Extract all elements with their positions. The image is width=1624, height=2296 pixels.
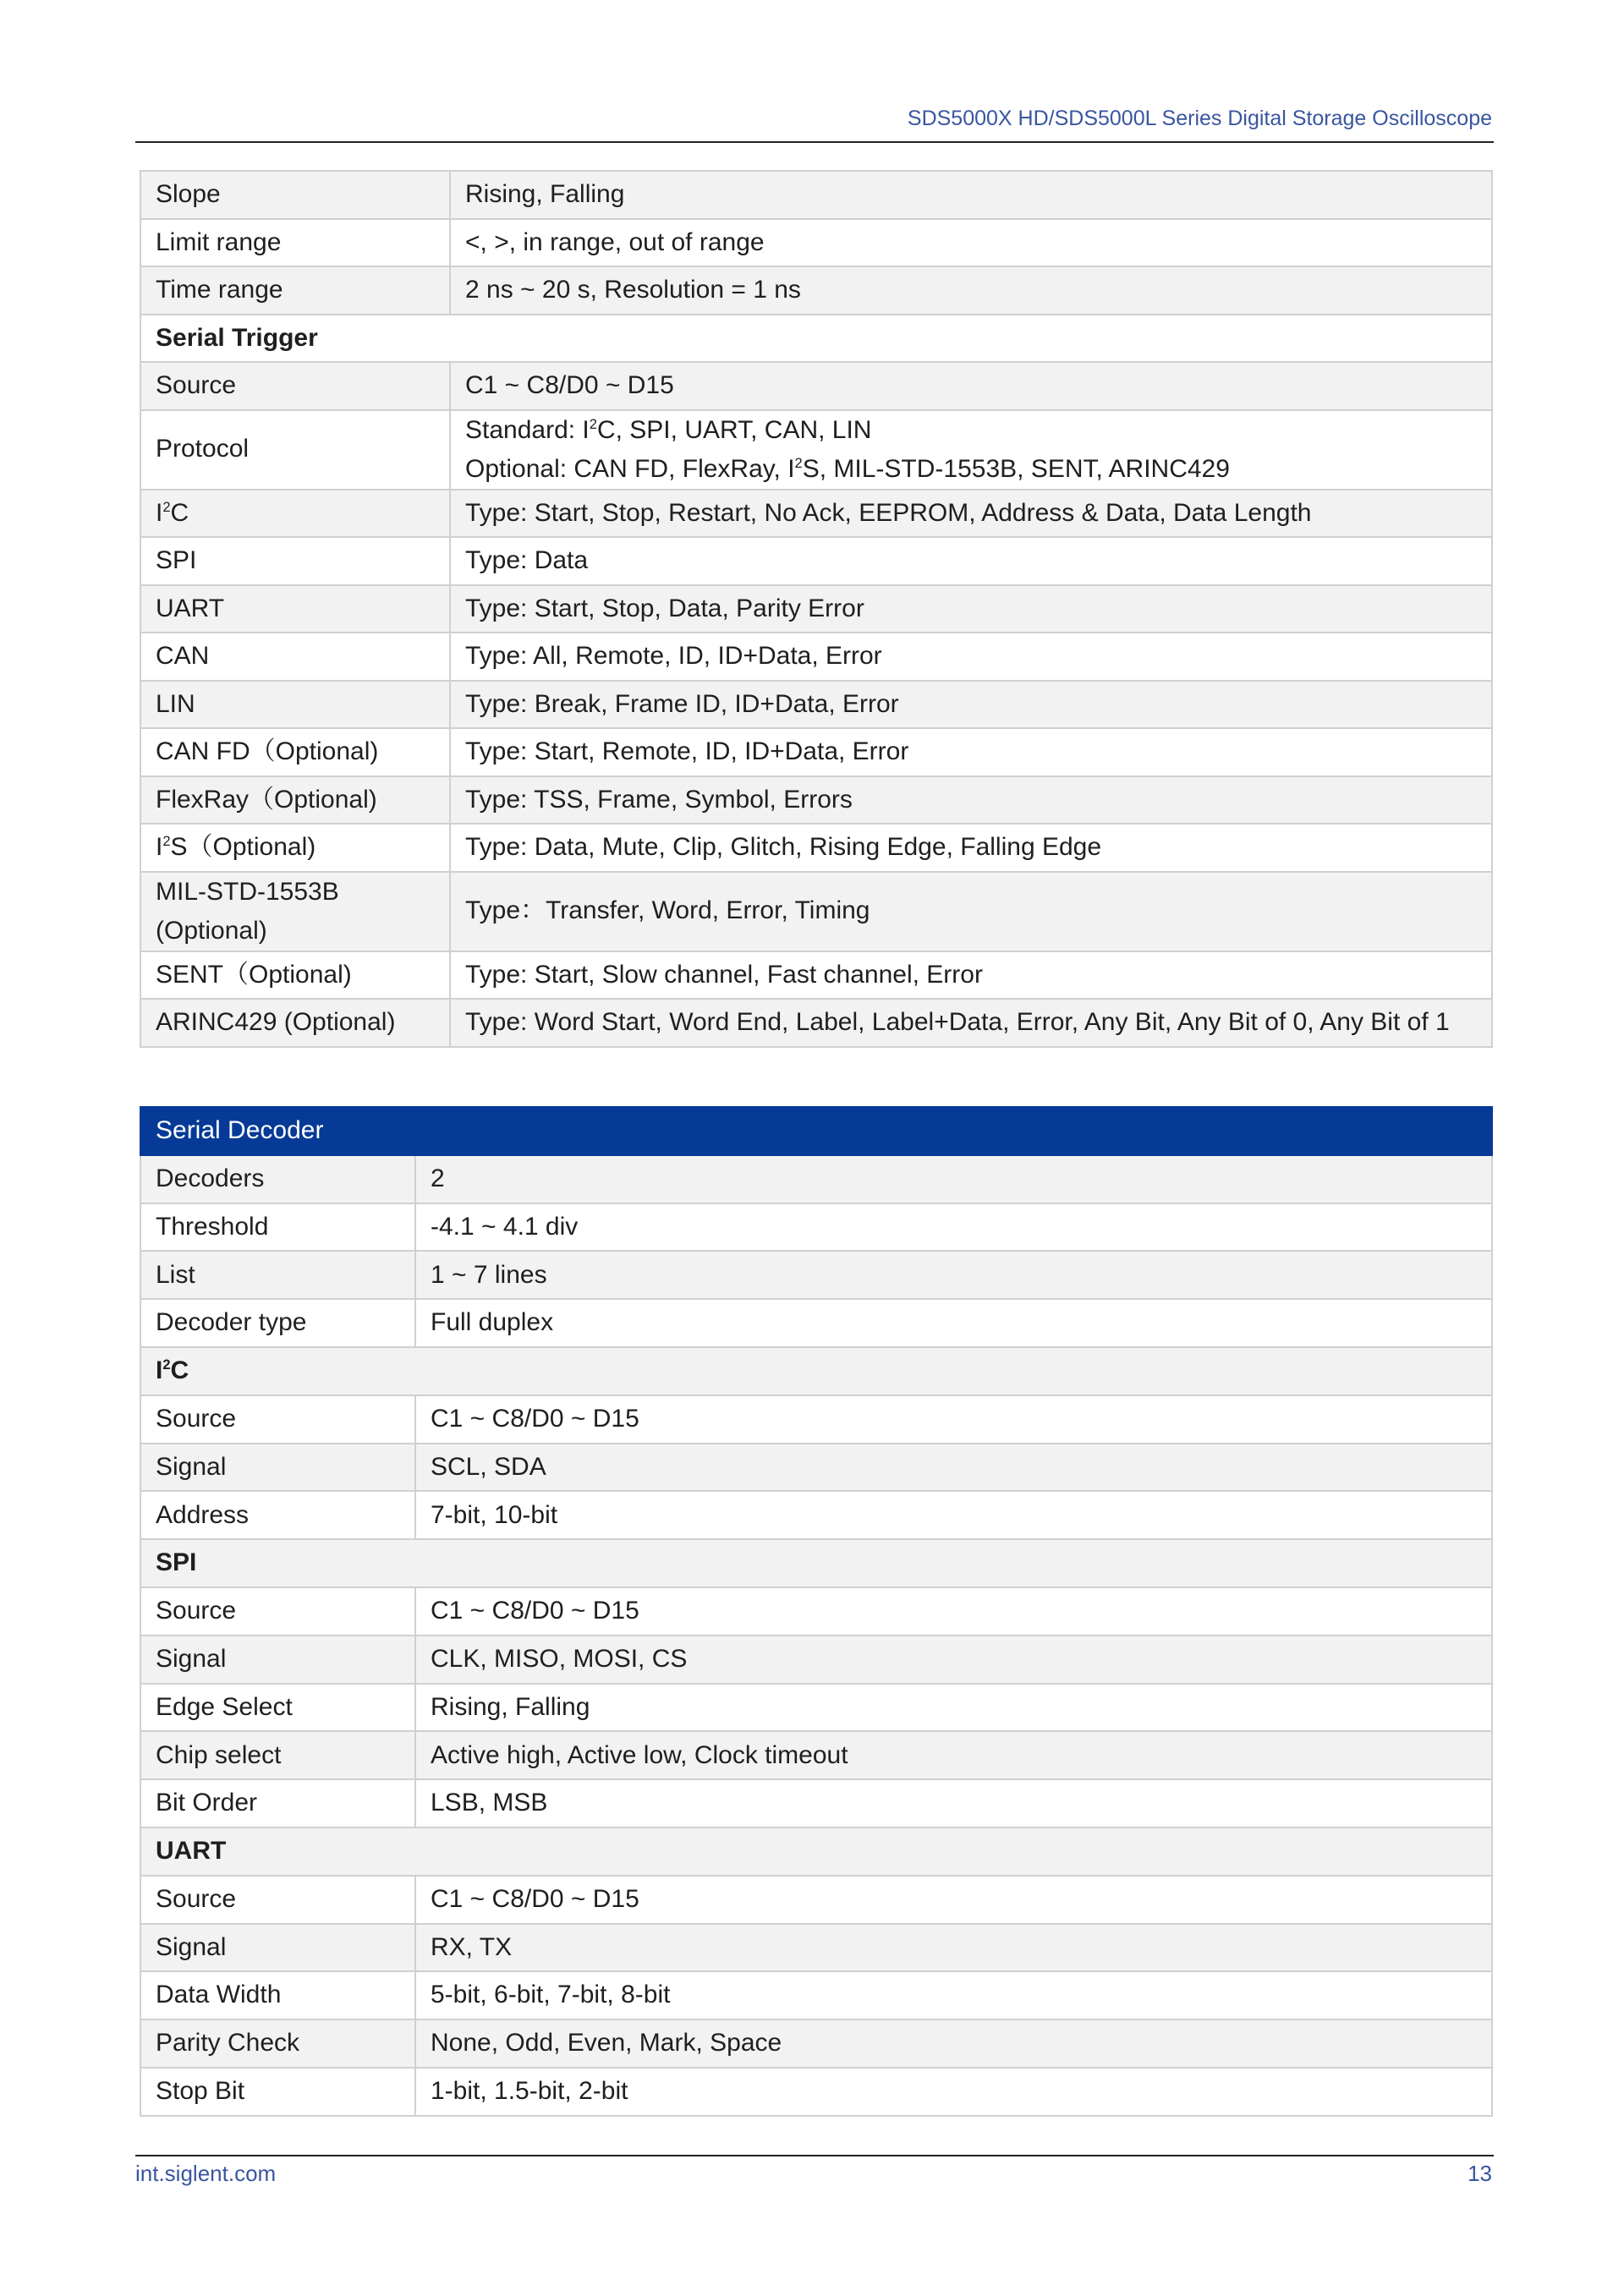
table-row (140, 2019, 1492, 2068)
spec-value: RX, TX (415, 1924, 1492, 1972)
table-row (140, 1491, 1492, 1539)
table-row (140, 1587, 1492, 1636)
spec-value: Type: Data, Mute, Clip, Glitch, Rising Edge, Falling Edge (450, 824, 1492, 872)
website-link[interactable]: int.siglent.com (135, 2161, 277, 2186)
table-row (140, 1636, 1492, 1684)
spec-value: -4.1 ~ 4.1 div (415, 1203, 1492, 1252)
spec-label: ARINC429 (Optional) (140, 999, 450, 1047)
spec-value: C1 ~ C8/D0 ~ D15 (415, 1876, 1492, 1924)
spec-label: $I^2C$ (140, 490, 450, 538)
spec-label: Bit Order (140, 1779, 415, 1827)
spec-value: Type: All, Remote, ID, ID+Data, Error (450, 633, 1492, 681)
table-row (140, 1395, 1492, 1444)
section-title: SPI (140, 1539, 1492, 1587)
protocol-standard: Standard: $I^2C$, SPI, UART, CAN, LIN (465, 415, 872, 444)
spec-label: Decoders (140, 1155, 415, 1203)
spec-label: Signal (140, 1636, 415, 1684)
spec-label: Signal (140, 1924, 415, 1972)
document-header-title: SDS5000X HD/SDS5000L Series Digital Storage Oscilloscope (907, 107, 1492, 130)
spec-label: LIN (140, 681, 450, 729)
table-row (140, 1876, 1492, 1924)
spec-value: Type: Start, Stop, Restart, No Ack, EEPROM, Address & Data, Data Length (450, 490, 1492, 538)
table-row (140, 2068, 1492, 2116)
spec-label: MIL-STD-1553B (Optional) (140, 872, 450, 951)
spec-label: Address (140, 1491, 415, 1539)
spec-label: Decoder type (140, 1299, 415, 1347)
section-title: Serial Trigger (140, 315, 1492, 363)
spec-label: FlexRay（Optional) (140, 776, 450, 825)
spec-value: C1 ~ C8/D0 ~ D15 (415, 1587, 1492, 1636)
spec-label: Chip select (140, 1731, 415, 1779)
spec-value: Type: Start, Remote, ID, ID+Data, Error (450, 728, 1492, 776)
spec-label: Threshold (140, 1203, 415, 1252)
table-row (140, 1155, 1492, 1203)
spec-value (450, 410, 1492, 490)
spec-label: Limit range (140, 219, 450, 267)
table-row (140, 219, 1492, 267)
spec-value: Type: Start, Stop, Data, Parity Error (450, 585, 1492, 633)
spec-value: C1 ~ C8/D0 ~ D15 (415, 1395, 1492, 1444)
table-row (140, 728, 1492, 776)
spec-label: CAN (140, 633, 450, 681)
table-title: Serial Decoder (140, 1107, 1492, 1155)
spec-label: Source (140, 1395, 415, 1444)
spec-label: SPI (140, 537, 450, 585)
section-row-uart (140, 1827, 1492, 1876)
table-row (140, 633, 1492, 681)
spec-value: Rising, Falling (450, 171, 1492, 219)
trigger-spec-table (140, 170, 1493, 1048)
table-row (140, 171, 1492, 219)
spec-label: Protocol (140, 410, 450, 490)
spec-value: 1 ~ 7 lines (415, 1251, 1492, 1299)
spec-value: Type：Transfer, Word, Error, Timing (450, 872, 1492, 951)
spec-value: 1-bit, 1.5-bit, 2-bit (415, 2068, 1492, 2116)
spec-label: CAN FD（Optional) (140, 728, 450, 776)
spec-value: SCL, SDA (415, 1444, 1492, 1492)
spec-value: 2 ns ~ 20 s, Resolution = 1 ns (450, 266, 1492, 315)
serial-decoder-table (140, 1106, 1493, 2117)
table-row (140, 872, 1492, 951)
spec-label: Source (140, 362, 450, 410)
spec-value: LSB, MSB (415, 1779, 1492, 1827)
spec-value: Rising, Falling (415, 1684, 1492, 1732)
spec-value: CLK, MISO, MOSI, CS (415, 1636, 1492, 1684)
table-row (140, 490, 1492, 538)
table-row (140, 1731, 1492, 1779)
section-row-i2c (140, 1347, 1492, 1395)
spec-value: 7-bit, 10-bit (415, 1491, 1492, 1539)
table-row (140, 1299, 1492, 1347)
table-row (140, 681, 1492, 729)
section-row-spi (140, 1539, 1492, 1587)
table-row (140, 362, 1492, 410)
table-row (140, 410, 1492, 490)
spec-label: Source (140, 1876, 415, 1924)
table-row (140, 266, 1492, 315)
spec-label: Data Width (140, 1971, 415, 2019)
spec-label: List (140, 1251, 415, 1299)
spec-label: Slope (140, 171, 450, 219)
table-row (140, 1444, 1492, 1492)
spec-value: Type: Break, Frame ID, ID+Data, Error (450, 681, 1492, 729)
spec-label: Edge Select (140, 1684, 415, 1732)
spec-value: Type: Data (450, 537, 1492, 585)
header-divider (135, 141, 1494, 143)
spec-label: $I^2S(Optional)$ (140, 824, 450, 872)
spec-value: 5-bit, 6-bit, 7-bit, 8-bit (415, 1971, 1492, 2019)
table-row (140, 1203, 1492, 1252)
spec-label: Parity Check (140, 2019, 415, 2068)
spec-value: C1 ~ C8/D0 ~ D15 (450, 362, 1492, 410)
table-row (140, 585, 1492, 633)
table-row (140, 824, 1492, 872)
spec-value: Type: Start, Slow channel, Fast channel, Error (450, 951, 1492, 1000)
spec-label: Signal (140, 1444, 415, 1492)
section-title: $I^2C$ (140, 1347, 1492, 1395)
table-banner (140, 1107, 1492, 1155)
table-row (140, 1779, 1492, 1827)
page-number: 13 (1468, 2161, 1492, 2186)
section-row-serial-trigger (140, 315, 1492, 363)
table-row (140, 1971, 1492, 2019)
spec-label: Source (140, 1587, 415, 1636)
spec-value: Active high, Active low, Clock timeout (415, 1731, 1492, 1779)
spec-value: 2 (415, 1155, 1492, 1203)
footer-divider (135, 2155, 1494, 2156)
table-row (140, 776, 1492, 825)
spec-label: Stop Bit (140, 2068, 415, 2116)
table-row (140, 1251, 1492, 1299)
section-title: UART (140, 1827, 1492, 1876)
spec-value: Type: Word Start, Word End, Label, Label+Data, Error, Any Bit, Any Bit of 0, Any Bit of 1 (450, 999, 1492, 1047)
table-row (140, 1684, 1492, 1732)
table-row (140, 1924, 1492, 1972)
spec-value: None, Odd, Even, Mark, Space (415, 2019, 1492, 2068)
spec-label: UART (140, 585, 450, 633)
spec-value: <, >, in range, out of range (450, 219, 1492, 267)
spec-value: Type: TSS, Frame, Symbol, Errors (450, 776, 1492, 825)
table-row (140, 537, 1492, 585)
table-row (140, 999, 1492, 1047)
spec-value: Full duplex (415, 1299, 1492, 1347)
spec-label: Time range (140, 266, 450, 315)
protocol-optional: Optional: CAN FD, FlexRay, $I^2S$, MIL-STD-1553B, SENT, ARINC429 (465, 454, 1230, 483)
spec-label: SENT（Optional) (140, 951, 450, 1000)
table-row (140, 951, 1492, 1000)
